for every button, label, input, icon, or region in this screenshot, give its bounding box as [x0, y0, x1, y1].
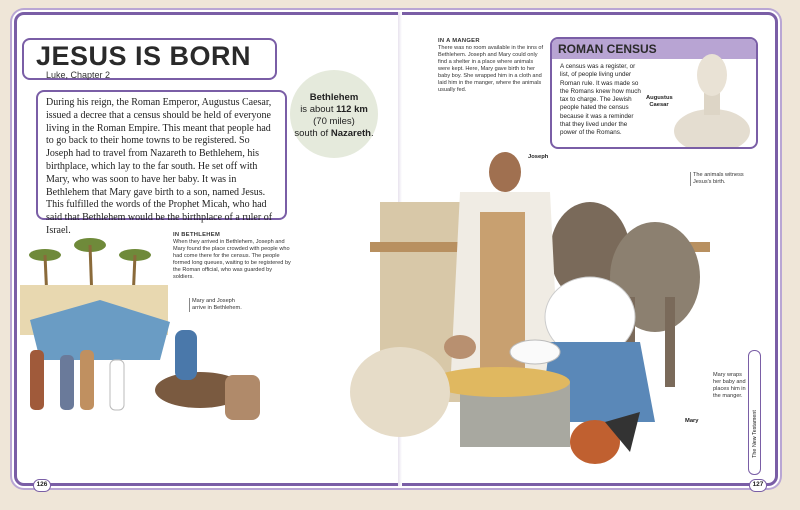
joseph-label: Joseph — [528, 154, 549, 160]
page-title: JESUS IS BORN — [36, 41, 252, 71]
page-number-left: 126 — [33, 479, 51, 492]
callout-place: Bethlehem — [309, 92, 359, 103]
augustus-bust-image — [672, 43, 752, 147]
census-text: A census was a register, or list, of people living under Roman rule. It was made so the Romans knew how much tax to charge. The Jewish people hated the census because it was a reminder that they lived under the power of the Romans. — [560, 63, 641, 137]
census-heading: ROMAN CENSUS — [552, 39, 756, 59]
callout-text: is about — [300, 104, 334, 115]
straw — [430, 367, 570, 397]
caption-text: When they arrived in Bethlehem, Joseph and Mary found the place crowded with people who had come there for the census. The people formed long queues, waiting to be registered by the Roman official, who was guarded by soldiers. — [173, 239, 291, 280]
caption-heading: IN A MANGER — [438, 38, 480, 44]
section-tab — [748, 350, 761, 475]
nativity-illustration — [320, 152, 730, 482]
in-a-manger-caption — [438, 38, 546, 94]
main-text-box: During his reign, the Roman Emperor, Augustus Caesar, issued a decree that a census should be held of everyone living in the Roman Empire. This meant that people had to go back to their home towns to be registered. So Joseph had to travel from Nazareth to Bethlehem, his birthplace, which lay to the far south. He set off with Mary, who was soon to have her baby. It was in Bethlehem that Mary gave birth to a son, named Jesus. This fulfilled the words of the Prophet Micah, who had said that Bethlehem would be the birthplace of a ruler of Israel. — [36, 90, 287, 220]
mary-caption: Mary wraps her baby and places him in the manger. — [713, 372, 746, 399]
title-box — [22, 38, 277, 80]
bust-label: Augustus Caesar — [646, 95, 673, 108]
arrive-caption: Mary and Joseph arrive in Bethlehem. — [189, 298, 249, 312]
callout-text: south of — [294, 128, 329, 139]
in-bethlehem-caption — [173, 232, 291, 281]
callout-destination: Nazareth — [330, 128, 371, 139]
callout-text: . — [370, 128, 374, 139]
sheep — [350, 347, 450, 437]
baby-jesus — [510, 340, 560, 364]
animals-caption: The animals witness Jesus's birth. — [690, 172, 746, 186]
mary-label: Mary — [685, 418, 699, 424]
page-subtitle: Luke, Chapter 2 — [46, 70, 111, 80]
callout-text: (70 miles) — [313, 116, 355, 127]
section-tab-label: The New Testament — [752, 410, 758, 458]
mary-figure — [175, 330, 197, 380]
distance-callout — [290, 70, 378, 158]
caption-text: There was no room available in the inns of Bethlehem. Joseph and Mary could only find a shelter in a place where animals were kept. Here, Mary gave birth to her baby boy. She wrapped him in a cloth and laid him in the manger, where the animals usually fed. — [438, 45, 544, 93]
joseph-figure — [225, 375, 260, 420]
page-number-right: 127 — [749, 479, 767, 492]
caption-heading: IN BETHLEHEM — [173, 232, 221, 238]
callout-distance: 112 km — [336, 104, 368, 115]
